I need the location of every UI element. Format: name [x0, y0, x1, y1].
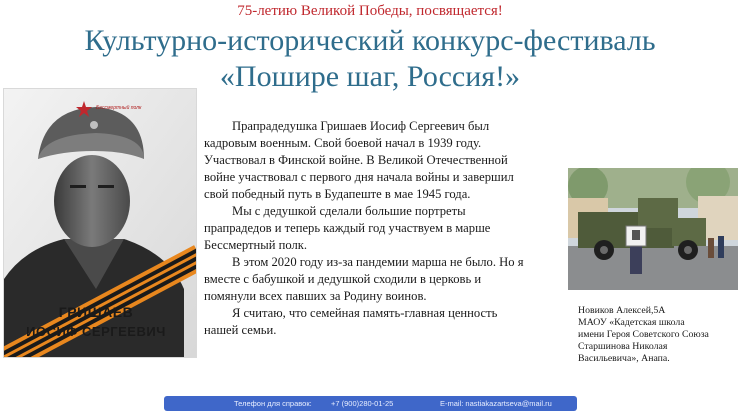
portrait-given-names: ИОСИФ СЕРГЕЕВИЧ — [26, 324, 166, 339]
story-paragraph: Прапрадедушка Гришаев Иосиф Сергеевич был кадровым военным. Свой боевой начал в 1939 году. Участвовал в Финской войне. В Великой Отечественной войне участвовал с первого дня начала войны и завершил свой победный путь в Будапеште в мае 1945 года. — [204, 119, 514, 201]
parade-photo-image — [568, 168, 738, 290]
page-title-line1: Культурно-исторический конкурс-фестиваль — [84, 24, 656, 57]
email-address: E-mail: nastiakazartseva@mail.ru — [440, 399, 552, 408]
phone-number: +7 (900)280-01-25 — [331, 399, 394, 408]
immortal-regiment-logo-text: Бессмертный полк — [96, 105, 142, 111]
author-caption — [578, 305, 738, 365]
parade-photo — [568, 168, 738, 290]
caption-line: МАОУ «Кадетская школа — [578, 317, 685, 328]
phone-label: Телефон для справок: — [234, 399, 312, 408]
dedication-line: 75-летию Великой Победы, посвящается! — [237, 3, 503, 19]
caption-line: Васильевича», Анапа. — [578, 353, 670, 364]
portrait-surname: ГРИШАЕВ — [58, 304, 134, 320]
story-paragraph: Мы с дедушкой сделали большие портреты прапрадедов и теперь каждый год участвуем в марше Бессмертный полк. — [204, 204, 491, 252]
story-text — [204, 118, 530, 339]
page-title-line2: «Пошире шаг, Россия!» — [219, 60, 521, 93]
caption-line: Старшинова Николая — [578, 341, 668, 352]
caption-line: имени Героя Советского Союза — [578, 329, 709, 340]
caption-line: Новиков Алексей,5А — [578, 305, 666, 316]
contact-footer-bar — [164, 396, 577, 411]
story-paragraph: В этом 2020 году из-за пандемии марша не было. Но я вместе с бабушкой и дедушкой сходили в церковь и помянули всех павших за Родину воинов. — [204, 255, 524, 303]
story-paragraph: Я считаю, что семейная память-главная ценность нашей семьи. — [204, 306, 498, 337]
portrait-card — [0, 0, 200, 360]
